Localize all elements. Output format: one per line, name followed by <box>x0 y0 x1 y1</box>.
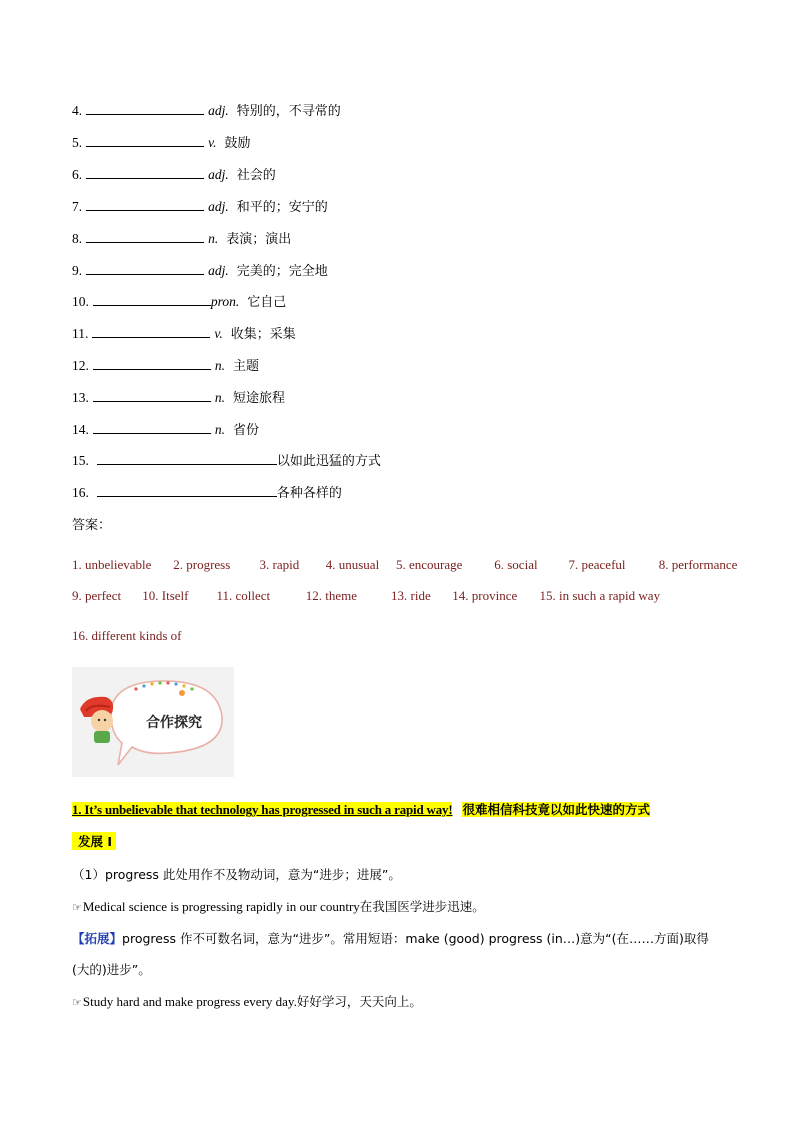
meaning: 主题 <box>233 359 260 374</box>
item-number: 14. <box>72 422 89 437</box>
item-number: 8. <box>72 231 83 246</box>
example-english: Medical science is progressing rapidly in our country <box>82 899 360 914</box>
answer-item: 2. progress <box>173 557 231 572</box>
item-number: 10. <box>72 294 89 309</box>
item-number: 13. <box>72 390 89 405</box>
meaning: 短途旅程 <box>233 391 286 406</box>
vocab-item <box>72 389 285 408</box>
vocab-item <box>72 230 291 249</box>
answer-blank[interactable] <box>97 452 277 465</box>
answer-item: 5. encourage <box>396 557 463 572</box>
answer-item: 16. different kinds of <box>72 628 182 643</box>
item-number: 7. <box>72 199 83 214</box>
vocab-item <box>72 325 296 344</box>
vocab-item <box>72 198 328 217</box>
key-sentence <box>72 800 650 818</box>
answer-blank[interactable] <box>86 102 204 115</box>
document-page <box>72 0 738 1123</box>
answer-blank[interactable] <box>97 484 277 497</box>
banner-title: 合作探究 <box>146 715 202 731</box>
answer-item: 11. collect <box>216 588 271 603</box>
meaning: 表演；演出 <box>226 232 292 247</box>
item-number: 16. <box>72 485 89 500</box>
part-of-speech: adj. <box>208 103 229 118</box>
answer-blank[interactable] <box>86 198 204 211</box>
expand-note <box>72 923 709 954</box>
answer-blank[interactable] <box>86 134 204 147</box>
expand-tag: 【拓展】 <box>72 931 123 946</box>
vocab-item <box>72 134 251 153</box>
meaning: 省份 <box>233 423 260 438</box>
note-point-1 <box>72 859 401 890</box>
item-number: 11. <box>72 326 89 341</box>
vocab-item <box>72 293 286 312</box>
answer-item: 15. in such a rapid way <box>539 588 661 603</box>
expand-note-continued <box>72 954 151 985</box>
part-of-speech: n. <box>214 422 225 437</box>
answer-blank[interactable] <box>86 230 204 243</box>
answer-item: 8. performance <box>658 557 738 572</box>
answers-row-2 <box>72 588 660 604</box>
cartoon-child-icon <box>80 697 113 743</box>
example-chinese: 好好学习，天天向上。 <box>296 994 422 1009</box>
vocab-item <box>72 484 342 503</box>
answer-item: 1. unbelievable <box>72 557 152 572</box>
meaning: 社会的 <box>236 168 276 183</box>
pointing-hand-icon: ☞ <box>72 996 82 1009</box>
answers-heading: 答案： <box>72 518 112 533</box>
answer-blank[interactable] <box>93 421 211 434</box>
cooperative-inquiry-banner <box>72 667 234 777</box>
vocab-item <box>72 452 381 471</box>
answer-blank[interactable] <box>93 389 211 402</box>
answer-item: 7. peaceful <box>568 557 626 572</box>
example-2 <box>72 986 422 1018</box>
answer-blank[interactable] <box>92 325 210 338</box>
part-of-speech: adj. <box>208 167 229 182</box>
note-text: （1）progress 此处用作不及物动词，意为“进步；进展”。 <box>72 867 401 882</box>
banner-illustration <box>72 667 234 777</box>
answer-item: 13. ride <box>391 588 431 603</box>
meaning: 以如此迅猛的方式 <box>276 454 381 469</box>
pointing-hand-icon: ☞ <box>72 901 82 914</box>
meaning: 它自己 <box>247 295 287 310</box>
item-number: 4. <box>72 103 83 118</box>
meaning: 收集；采集 <box>230 327 296 342</box>
vocab-item <box>72 421 259 440</box>
example-english: Study hard and make progress every day. <box>82 994 297 1009</box>
item-number: 15. <box>72 453 89 468</box>
meaning: 特别的，不寻常的 <box>236 104 341 119</box>
meaning: 各种各样的 <box>276 486 342 501</box>
item-number: 6. <box>72 167 83 182</box>
part-of-speech: n. <box>214 358 225 373</box>
answer-item: 12. theme <box>305 588 358 603</box>
example-1 <box>72 891 485 923</box>
meaning: 鼓励 <box>224 136 251 151</box>
answer-item: 14. province <box>452 588 518 603</box>
vocab-item <box>72 166 276 185</box>
key-sentence-english: 1. It’s unbelievable that technology has progressed in such a rapid way! <box>72 802 453 817</box>
answer-blank[interactable] <box>93 293 211 306</box>
vocab-item <box>72 102 341 121</box>
item-number: 5. <box>72 135 83 150</box>
develop-label: 发展 I <box>72 832 116 850</box>
answer-item: 4. unusual <box>325 557 380 572</box>
part-of-speech: n. <box>214 390 225 405</box>
expand-text-continued: (大的)进步”。 <box>72 962 151 977</box>
vocab-item <box>72 357 259 376</box>
answer-blank[interactable] <box>86 166 204 179</box>
vocab-item <box>72 262 328 281</box>
part-of-speech: v. <box>214 326 223 341</box>
answer-item: 9. perfect <box>72 588 122 603</box>
answer-item: 10. Itself <box>142 588 189 603</box>
answers-row-3 <box>72 628 182 644</box>
part-of-speech: n. <box>208 231 219 246</box>
expand-text: progress 作不可数名词，意为“进步”。常用短语：make (good) progress (in…)意为“(在……方面)取得 <box>122 931 709 946</box>
part-of-speech: adj. <box>208 263 229 278</box>
item-number: 9. <box>72 263 83 278</box>
example-chinese: 在我国医学进步迅速。 <box>359 899 485 914</box>
part-of-speech: pron. <box>210 294 240 309</box>
key-sentence-chinese: 很难相信科技竟以如此快速的方式 <box>462 802 650 817</box>
answers-row-1 <box>72 557 737 573</box>
part-of-speech: v. <box>208 135 217 150</box>
answer-item: 6. social <box>494 557 538 572</box>
answer-blank[interactable] <box>93 357 211 370</box>
meaning: 完美的；完全地 <box>236 264 328 279</box>
part-of-speech: adj. <box>208 199 229 214</box>
item-number: 12. <box>72 358 89 373</box>
meaning: 和平的；安宁的 <box>236 200 328 215</box>
answer-item: 3. rapid <box>259 557 300 572</box>
answer-blank[interactable] <box>86 262 204 275</box>
